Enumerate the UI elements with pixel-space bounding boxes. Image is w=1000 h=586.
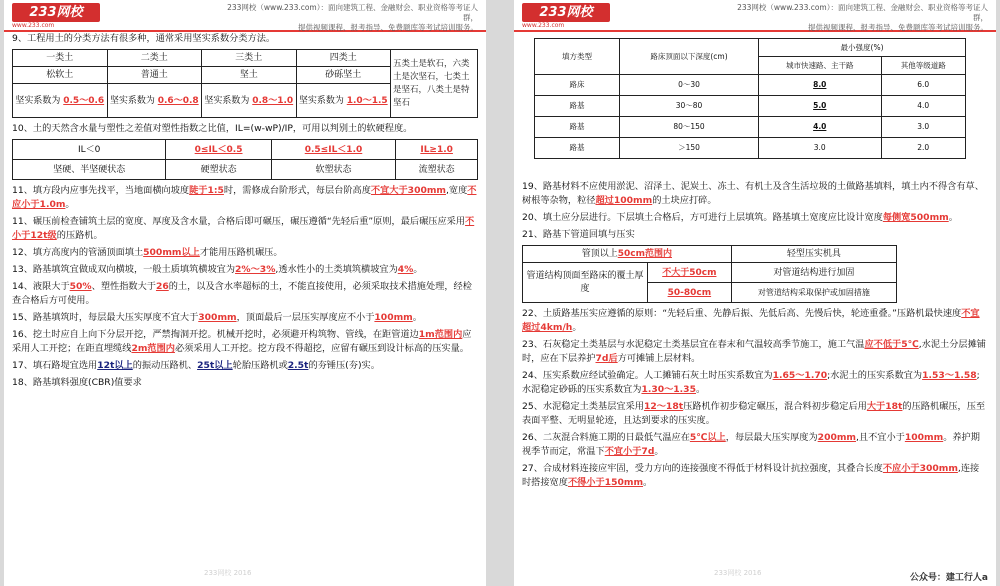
il-s3: 软塑状态 — [271, 160, 396, 180]
cbr-other: 3.0 — [881, 117, 966, 138]
soil-h4: 四类土 — [296, 50, 391, 67]
soil-side-note: 五类土是软石，六类土是次坚石，七类土是坚石，八类土是特坚石 — [391, 50, 478, 118]
q14: 14、液限大于50%、塑性指数大于26的土，以及含水率超标的土，不能直接使用，必须采取技术措施处理，经检查合格后方可使用。 — [12, 281, 472, 306]
q22: 22、土质路基压实应遵循的原则：“先轻后重、先静后振、先低后高、先慢后快，轮迹重叠。”压路机最快速度不宜超过4km/h。 — [522, 308, 980, 333]
il-table — [12, 139, 478, 180]
q23: 23、石灰稳定土类基层与水泥稳定土类基层宜在春末和气温较高季节施工，施工气温应不低于5℃,水泥土分层摊铺时，应在下层养护7d后方可摊铺上层材料。 — [522, 339, 986, 364]
left-page — [4, 0, 486, 586]
pipe-left-label: 管道结构顶面至路床的覆土厚度 — [523, 263, 648, 303]
cbr-city: 5.0 — [759, 96, 881, 117]
soil-h1: 一类土 — [13, 50, 108, 67]
q19: 19、路基材料不应使用淤泥、沼泽土、泥炭土、冻土、有机土及含生活垃圾的土做路基填料，填土内不得含有草、树根等杂物，粒径超过100mm的土块应打碎。 — [522, 181, 984, 206]
q27: 27、合成材料连接应牢固，受力方向的连接强度不得低于材料设计抗拉强度，其叠合长度不应小于300mm,连接时搭接宽度不得小于150mm。 — [522, 463, 980, 488]
cbr-depth: 30～80 — [620, 96, 759, 117]
cbr-other: 6.0 — [881, 75, 966, 96]
left-content — [12, 32, 478, 393]
cbr-h-other: 其他等级道路 — [881, 57, 966, 75]
watermark: 233网校 2016 — [204, 569, 252, 577]
cbr-type: 路床 — [535, 75, 620, 96]
cbr-type: 路基 — [535, 138, 620, 159]
page-header — [4, 0, 486, 32]
page-header-right — [514, 0, 996, 32]
q16: 16、挖土时应自上向下分层开挖，严禁掏洞开挖。机械开挖时，必须避开构筑物、管线，在距管道边1m范围内应采用人工开挖；在距直埋缆线2m范围内必须采用人工开挖。挖方段不得超挖，应留有碾压到设计标高的压实量。 — [12, 329, 472, 354]
logo-right[interactable]: 233网校 — [522, 3, 610, 22]
il-s1: 坚硬、半坚硬状态 — [13, 160, 166, 180]
cbr-h-depth: 路床顶面以下深度(cm) — [620, 39, 759, 75]
logo-subtitle-right: www.233.com — [522, 22, 565, 29]
cbr-depth: 0～30 — [620, 75, 759, 96]
cbr-other: 2.0 — [881, 138, 966, 159]
cbr-city: 4.0 — [759, 117, 881, 138]
pipe-h1: 管顶以上50cm范围内 — [523, 246, 732, 263]
q12: 12、填方高度内的管涵顶面填土500mm以上才能用压路机碾压。 — [12, 247, 283, 258]
soil-coef-4: 坚实系数为 1.0～1.5 — [296, 84, 391, 118]
cbr-h-type: 填方类型 — [535, 39, 620, 75]
il-h1: IL＜0 — [13, 140, 166, 160]
q13: 13、路基填筑宜做成双向横坡，一般土质填筑横坡宜为2%～3%,透水性小的土类填筑横坡宜为4%。 — [12, 264, 423, 275]
il-h2: 0≤IL＜0.5 — [166, 140, 271, 160]
q24: 24、压实系数应经试验确定。人工摊铺石灰土时压实系数宜为1.65～1.70;水泥土的压实系数宜为1.53～1.58;水泥稳定砂砾的压实系数宜为1.30～1.35。 — [522, 370, 980, 395]
soil-n1: 松软土 — [13, 67, 108, 84]
q20: 20、填土应分层进行。下层填土合格后，方可进行上层填筑。路基填土宽度应比设计宽度每侧宽500mm。 — [522, 212, 958, 223]
cbr-city: 3.0 — [759, 138, 881, 159]
logo[interactable]: 233网校 — [12, 3, 100, 22]
cbr-table — [534, 38, 966, 159]
il-h3: 0.5≤IL＜1.0 — [271, 140, 396, 160]
cbr-other: 4.0 — [881, 96, 966, 117]
footer-account: 公众号：建工行人a — [909, 573, 988, 583]
soil-n2: 普通土 — [107, 67, 202, 84]
cbr-city: 8.0 — [759, 75, 881, 96]
soil-h2: 二类土 — [107, 50, 202, 67]
soil-h3: 三类土 — [202, 50, 297, 67]
il-s2: 硬塑状态 — [166, 160, 271, 180]
q26: 26、二灰混合料施工期的日最低气温应在5℃以上，每层最大压实厚度为200mm,且不宜小于100mm。养护期视季节而定，常温下不宜小于7d。 — [522, 432, 980, 457]
header-text: 233网校（www.233.com）：面向建筑工程、金融财会、职业资格等考证人群， 提供视频课程、报考指导、免费题库等考试培训服务。 — [227, 3, 478, 32]
pipe-r2: 50-80cm — [648, 283, 732, 303]
soil-class-table — [12, 49, 478, 118]
logo-subtitle: www.233.com — [12, 22, 55, 29]
cbr-h-min: 最小强度(%) — [759, 39, 966, 57]
il-h4: IL≥1.0 — [396, 140, 478, 160]
q18: 18、路基填料强度(CBR)值要求 — [12, 377, 142, 388]
q11b: 11、碾压前检查铺筑土层的宽度、厚度及含水量，合格后即可碾压，碾压遵循“先轻后重”原则，最后碾压应采用不小于12t级的压路机。 — [12, 216, 475, 241]
pipe-r2b: 对管道结构采取保护或加固措施 — [731, 283, 896, 303]
cbr-h-city: 城市快速路、主干路 — [759, 57, 881, 75]
header-text-right: 233网校（www.233.com）：面向建筑工程、金融财会、职业资格等考证人群， 提供视频课程、报考指导、免费题库等考试培训服务。 — [737, 3, 988, 32]
watermark-right: 233网校 2016 — [714, 569, 762, 577]
pipe-table — [522, 245, 897, 303]
cbr-depth: ＞150 — [620, 138, 759, 159]
right-content — [534, 38, 966, 167]
q21: 21、路基下管道回填与压实 — [522, 229, 635, 240]
right-page — [514, 0, 996, 586]
soil-coef-1: 坚实系数为 0.5～0.6 — [13, 84, 108, 118]
q17: 17、填石路堤宜选用12t以上的振动压路机、25t以上轮胎压路机或2.5t的夯锤压(夯)实。 — [12, 360, 380, 371]
soil-n3: 坚土 — [202, 67, 297, 84]
q9: 9、工程用土的分类方法有很多种，通常采用坚实系数分类方法。 — [12, 33, 276, 44]
q10: 10、土的天然含水量与塑性之差值对塑性指数之比值，IL=(w-wP)/IP，可用以判别土的软硬程度。 — [12, 123, 413, 134]
soil-coef-2: 坚实系数为 0.6～0.8 — [107, 84, 202, 118]
pipe-r1b: 对管道结构进行加固 — [731, 263, 896, 283]
right-content-2 — [522, 180, 988, 493]
pipe-h2: 轻型压实机具 — [731, 246, 896, 263]
cbr-type: 路基 — [535, 96, 620, 117]
q15: 15、路基填筑时，每层最大压实厚度不宜大于300mm，顶面最后一层压实厚度应不小于100mm。 — [12, 312, 422, 323]
cbr-depth: 80～150 — [620, 117, 759, 138]
soil-coef-3: 坚实系数为 0.8～1.0 — [202, 84, 297, 118]
il-s4: 流塑状态 — [396, 160, 478, 180]
q25: 25、水泥稳定土类基层宜采用12～18t压路机作初步稳定碾压，混合料初步稳定后用大于18t的压路机碾压，压至表面平整、无明显轮迹，且达到要求的压实度。 — [522, 401, 986, 426]
q11: 11、填方段内应事先找平，当地面横向坡度陡于1:5时，需修成台阶形式，每层台阶高度不宜大于300mm,宽度不应小于1.0m。 — [12, 185, 477, 210]
soil-n4: 砂砾坚土 — [296, 67, 391, 84]
pipe-r1: 不大于50cm — [648, 263, 732, 283]
cbr-type: 路基 — [535, 117, 620, 138]
